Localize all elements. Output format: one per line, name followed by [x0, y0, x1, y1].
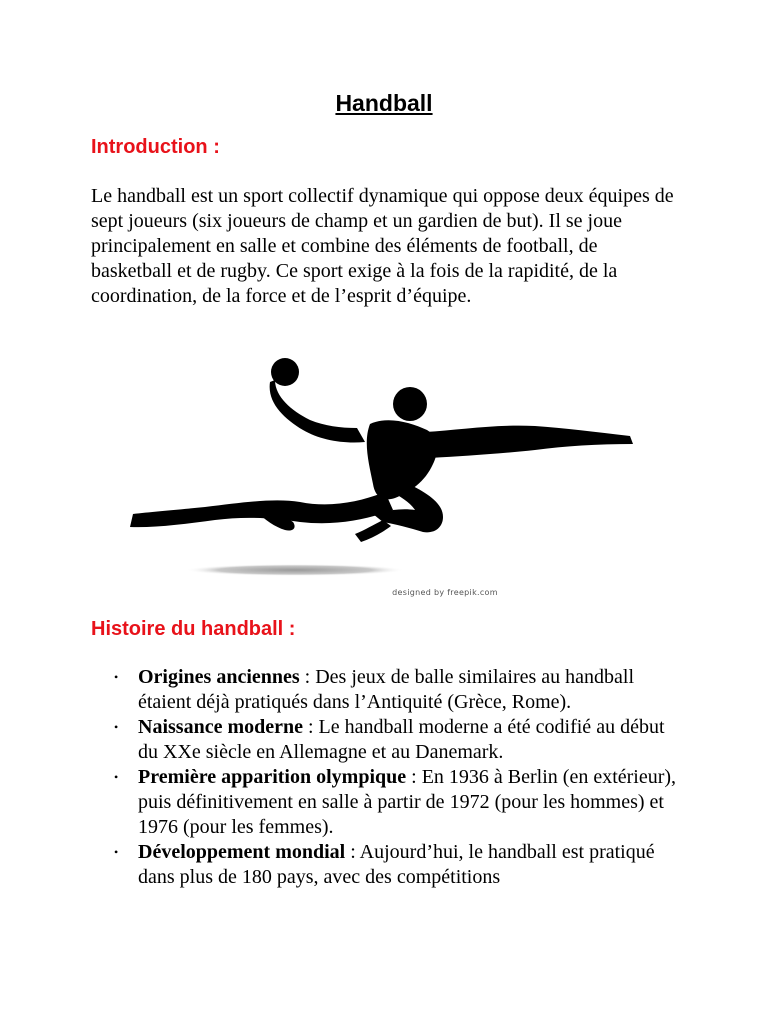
list-item-text: : Des jeux de balle similaires au handball étaient déjà pratiqués dans l’Antiquité (Grèce, Rome).: [138, 666, 635, 713]
handball-figure: [125, 352, 645, 607]
bullet-icon: •: [114, 720, 119, 734]
list-item: [114, 765, 683, 840]
introduction-paragraph: Le handball est un sport collectif dynamique qui oppose deux équipes de sept joueurs (six joueurs de champ et un gardien de but). Il se joue principalement en salle et combine des éléments de football, de basketball et de rugby. Ce sport exige à la fois de la rapidité, de la coordination, de la force et de l’esprit d’équipe.: [91, 185, 674, 307]
list-item: [114, 715, 683, 765]
list-item-term: Naissance moderne: [138, 716, 303, 738]
list-item: [114, 665, 683, 715]
list-item-term: Origines anciennes: [138, 666, 300, 688]
history-heading: Histoire du handball :: [91, 618, 296, 640]
list-item-text: : En 1936 à Berlin (en extérieur), puis définitivement en salle à partir de 1972 (pour les hommes) et 1976 (pour les femmes).: [138, 766, 677, 838]
document-title: Handball: [335, 90, 433, 116]
history-list: [114, 665, 683, 890]
list-item-text: : Le handball moderne a été codifié au début du XXe siècle en Allemagne et au Danemark.: [138, 716, 665, 763]
image-credit: designed by freepik.com: [392, 588, 498, 597]
list-item-text: : Aujourd’hui, le handball est pratiqué dans plus de 180 pays, avec des compétitions: [138, 841, 655, 888]
list-item-term: Développement mondial: [138, 841, 346, 863]
bullet-icon: •: [114, 670, 119, 684]
handball-player-silhouette-icon: [125, 352, 645, 587]
bullet-icon: •: [114, 845, 119, 859]
bullet-icon: •: [114, 770, 119, 784]
list-item-term: Première apparition olympique: [138, 766, 407, 788]
introduction-heading: Introduction :: [91, 136, 220, 158]
player-silhouette: [130, 358, 633, 542]
ground-shadow: [185, 564, 405, 576]
list-item: [114, 840, 683, 890]
